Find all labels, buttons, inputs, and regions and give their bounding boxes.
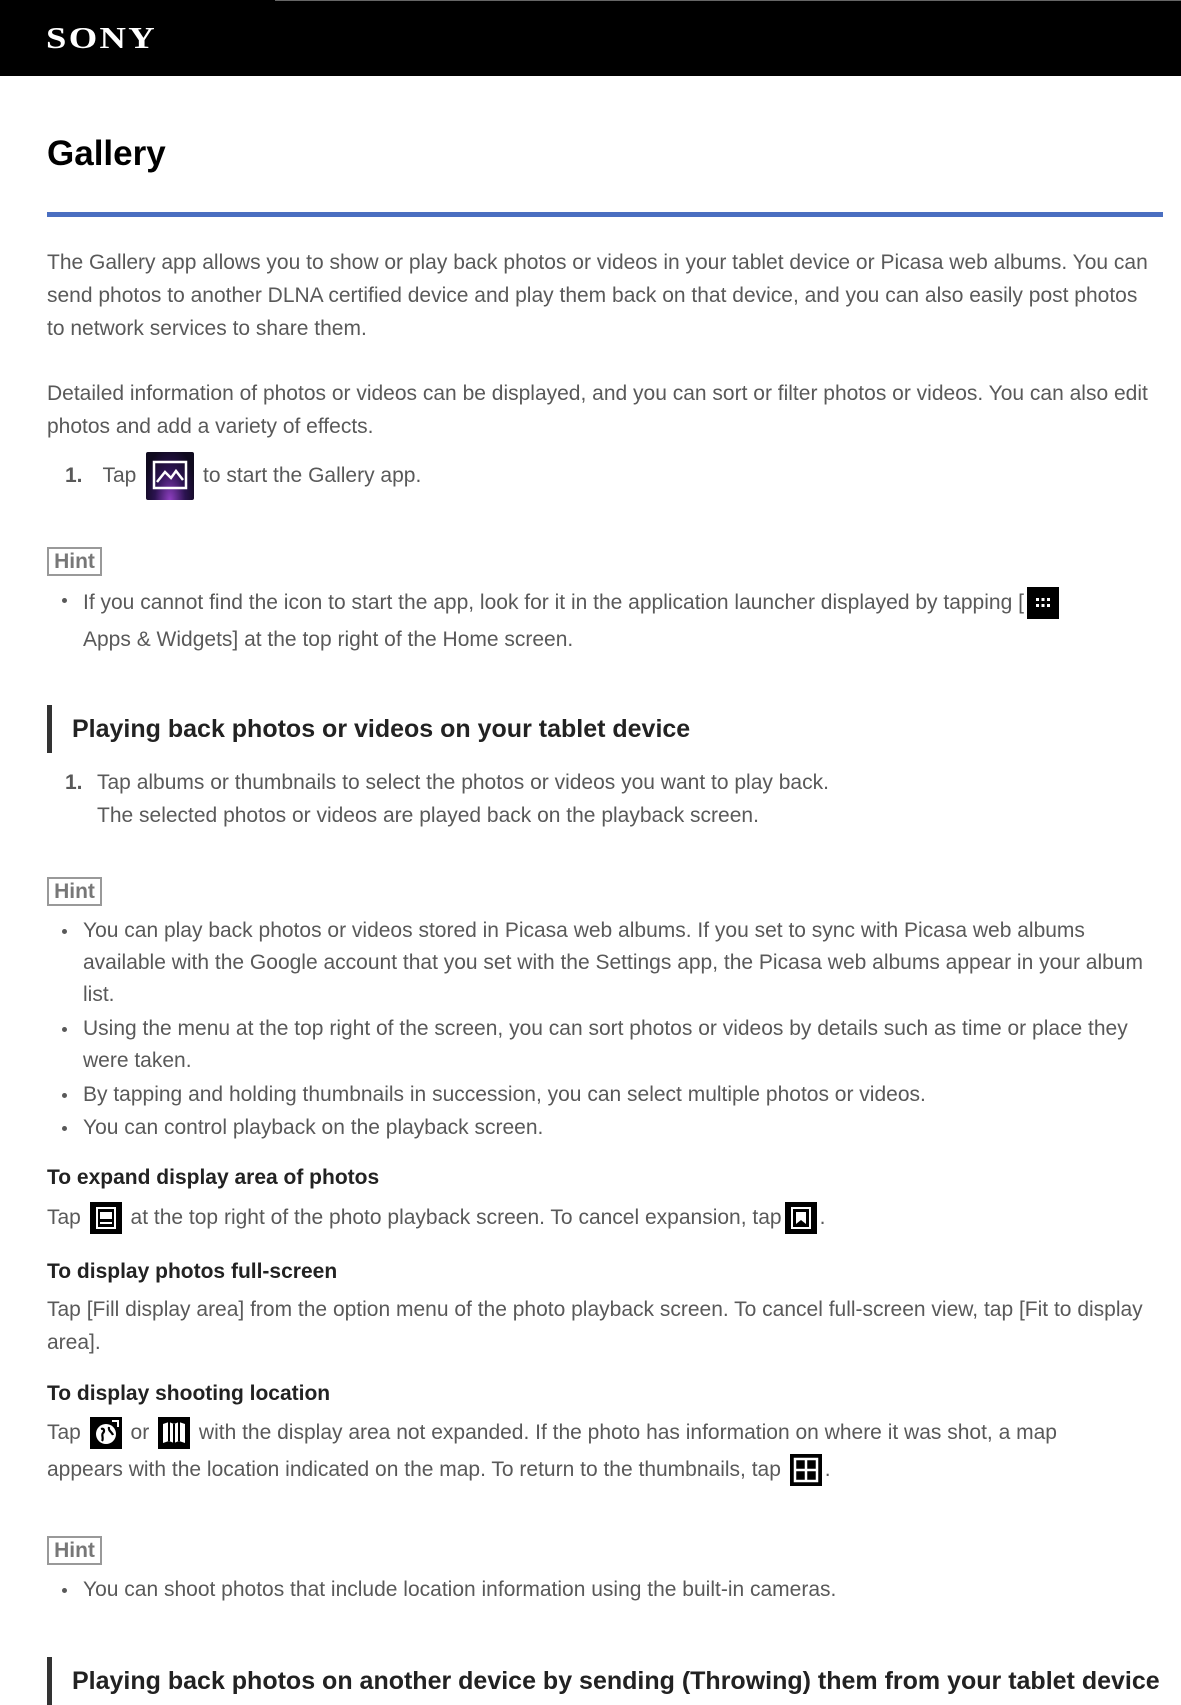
expand-text-1: Tap	[47, 1206, 81, 1229]
hint-item: You can play back photos or videos stored in Picasa web albums. If you set to sync with Picasa web albums available with the Google account that you set with the Settings app, the Picasa web albums appear in your album list.	[83, 915, 1163, 1011]
expand-text	[47, 1200, 1157, 1236]
location-text-2: or	[130, 1421, 150, 1444]
location-text	[47, 1414, 1157, 1488]
globe-location-icon	[90, 1417, 122, 1449]
hint-item: You can shoot photos that include location information using the built-in cameras.	[83, 1574, 1163, 1606]
fullscreen-text: Tap [Fill display area] from the option menu of the photo playback screen. To cancel full-screen view, tap [Fit to display area].	[47, 1298, 1143, 1354]
top-header-bar	[0, 0, 1181, 76]
start-step	[65, 452, 421, 500]
step-number: 1.	[65, 464, 83, 487]
hint-badge: Hint	[47, 1536, 102, 1565]
step-line-2: The selected photos or videos are played back on the playback screen.	[97, 804, 759, 827]
hint-item: By tapping and holding thumbnails in succession, you can select multiple photos or videos.	[83, 1079, 1163, 1111]
hint-text-pre: If you cannot find the icon to start the app, look for it in the application launcher displayed by tapping [	[83, 591, 1024, 614]
map-icon	[158, 1417, 190, 1449]
title-rule	[47, 212, 1163, 217]
hint-badge: Hint	[47, 877, 102, 906]
section-heading-throwing: Playing back photos on another device by sending (Throwing) them from your tablet device	[47, 1657, 1177, 1705]
step-text-pre: Tap	[102, 464, 137, 487]
intro-paragraph-2: Detailed information of photos or videos can be displayed, and you can sort or filter photos or videos. You can also edit photos and add a variety of effects.	[47, 382, 1148, 438]
location-text-3: with the display area not expanded. If the photo has information on where it was shot, a map	[198, 1421, 1057, 1444]
header-top-line	[275, 0, 1181, 1]
expand-text-2: at the top right of the photo playback screen. To cancel expansion, tap	[130, 1206, 782, 1229]
step-number: 1.	[65, 771, 83, 794]
hint-badge: Hint	[47, 547, 102, 576]
expand-display-icon	[90, 1202, 122, 1234]
hint-item: Using the menu at the top right of the screen, you can sort photos or videos by details such as time or place they were taken.	[83, 1013, 1163, 1077]
hint-item: You can control playback on the playback screen.	[83, 1112, 1163, 1144]
thumbnails-grid-icon	[790, 1454, 822, 1486]
location-text-4: appears with the location indicated on the map. To return to the thumbnails, tap	[47, 1458, 781, 1481]
sony-logo: SONY	[46, 20, 158, 55]
hint-item	[83, 584, 1163, 658]
subheading-expand: To expand display area of photos	[47, 1166, 380, 1189]
location-text-1: Tap	[47, 1421, 81, 1444]
step-line-1: Tap albums or thumbnails to select the photos or videos you want to play back.	[97, 771, 829, 794]
apps-widgets-icon	[1027, 587, 1059, 619]
expand-text-3: .	[819, 1206, 826, 1229]
intro-paragraph-1: The Gallery app allows you to show or play back photos or videos in your tablet device or Picasa web albums. You can send photos to another DLNA certified device and play them back on that device, and you can also easily post photos to network services to share them.	[47, 251, 1148, 340]
cancel-expand-icon	[785, 1202, 817, 1234]
gallery-app-icon	[146, 452, 194, 500]
playback-step	[65, 766, 829, 832]
subheading-fullscreen: To display photos full-screen	[47, 1260, 338, 1283]
step-text-post: to start the Gallery app.	[203, 464, 422, 487]
hint-text-post: Apps & Widgets] at the top right of the Home screen.	[83, 628, 574, 651]
page-title: Gallery	[47, 134, 166, 173]
subheading-location: To display shooting location	[47, 1382, 331, 1405]
section-heading-playback: Playing back photos or videos on your tablet device	[47, 705, 1177, 753]
location-text-5: .	[824, 1458, 831, 1481]
